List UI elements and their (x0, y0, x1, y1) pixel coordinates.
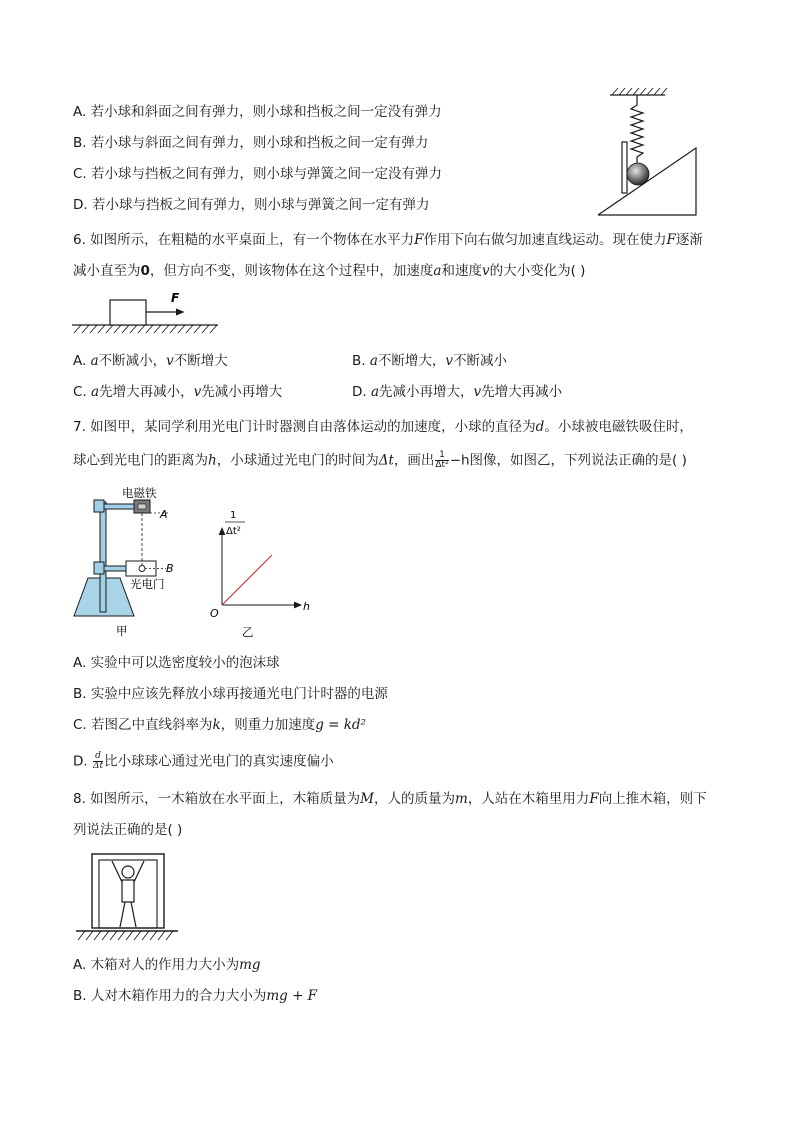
graph-line (222, 555, 272, 605)
q7-option-a: A. 实验中可以选密度较小的泡沫球 (73, 655, 280, 671)
q6-option-d: D. a先减小再增大，v先增大再减小 (352, 384, 563, 400)
q7-stem-line2: 球心到光电门的距离为h，小球通过光电门的时间为Δt，画出 $\frac{1}{\text{Δt²}}$ −h图像，如图乙，下列说法正确的是( ) (73, 450, 687, 470)
q8-stem-line2: 列说法正确的是( ) (73, 822, 183, 838)
q5-option-a: A. 若小球和斜面之间有弹力，则小球和挡板之间一定没有弹力 (73, 104, 442, 120)
q6-option-b: B. a不断增大，v不断减小 (352, 353, 508, 369)
ball (627, 163, 649, 185)
incline (598, 148, 696, 215)
q8-option-b: B. 人对木箱作用力的合力大小为mg + F (73, 988, 318, 1004)
baffle-plate (622, 142, 627, 193)
q8-stem-line1: 8. 如图所示，一木箱放在水平面上，木箱质量为M，人的质量为m，人站在木箱里用力F向上推木箱，则下 (73, 791, 707, 807)
q6-stem-line1: 6. 如图所示，在粗糙的水平桌面上，有一个物体在水平力F作用下向右做匀加速直线运动。现在使力F逐渐 (73, 232, 703, 248)
q5-option-d: D. 若小球与挡板之间有弹力，则小球与弹簧之间一定有弹力 (73, 197, 430, 213)
label-electromagnet: 电磁铁 (122, 486, 157, 500)
q5-option-b: B. 若小球与斜面之间有弹力，则小球和挡板之间一定有弹力 (73, 135, 429, 151)
q6-figure (70, 288, 220, 338)
fraction-1-over-dt2: $\frac{1}{\text{Δt²}}$ (435, 450, 449, 470)
fraction-d-over-dt: $\frac{d}{\Delta t}$ (92, 751, 104, 771)
block (110, 300, 146, 325)
q6-option-c: C. a先增大再减小，v先减小再增大 (73, 384, 283, 400)
q7-option-b: B. 实验中应该先释放小球再接通光电门计时器的电源 (73, 686, 388, 702)
q7-figure-yi (205, 504, 315, 641)
wooden-box-inner (99, 860, 157, 928)
q7-option-c: C. 若图乙中直线斜率为k，则重力加速度g = kd² (73, 717, 366, 733)
label-a: A (160, 508, 168, 521)
caption-yi: 乙 (242, 625, 254, 639)
q6-option-a: A. a不断减小，v不断增大 (73, 353, 228, 369)
caption-jia: 甲 (116, 624, 128, 638)
spring-icon (631, 95, 643, 163)
q5-option-c: C. 若小球与挡板之间有弹力，则小球与弹簧之间一定没有弹力 (73, 166, 443, 182)
label-photogate: 光电门 (130, 577, 165, 591)
photogate (126, 561, 156, 576)
q6-stem-line2: 减小直至为0，但方向不变，则该物体在这个过程中，加速度a和速度v的大小变化为( ) (73, 263, 586, 279)
graph-ylabel-den: Δt² (226, 526, 241, 537)
q8-option-a: A. 木箱对人的作用力大小为mg (73, 957, 261, 973)
graph-origin: O (210, 607, 219, 620)
q5-figure (590, 85, 710, 220)
q8-figure (74, 852, 184, 944)
q7-option-d: D. $\frac{d}{\Delta t}$ 比小球球心通过光电门的真实速度偏小 (73, 751, 334, 771)
q7-figure-jia (68, 486, 198, 641)
q7-stem-line1: 7. 如图甲，某同学利用光电门计时器测自由落体运动的加速度，小球的直径为d。小球被电磁铁吸住时， (73, 419, 693, 435)
person-icon (112, 861, 144, 927)
force-label-f: F (171, 291, 180, 305)
wooden-box-outer (92, 854, 164, 928)
graph-xlabel: h (303, 600, 310, 613)
label-b: B (166, 562, 174, 575)
graph-ylabel-num: 1 (230, 510, 237, 521)
